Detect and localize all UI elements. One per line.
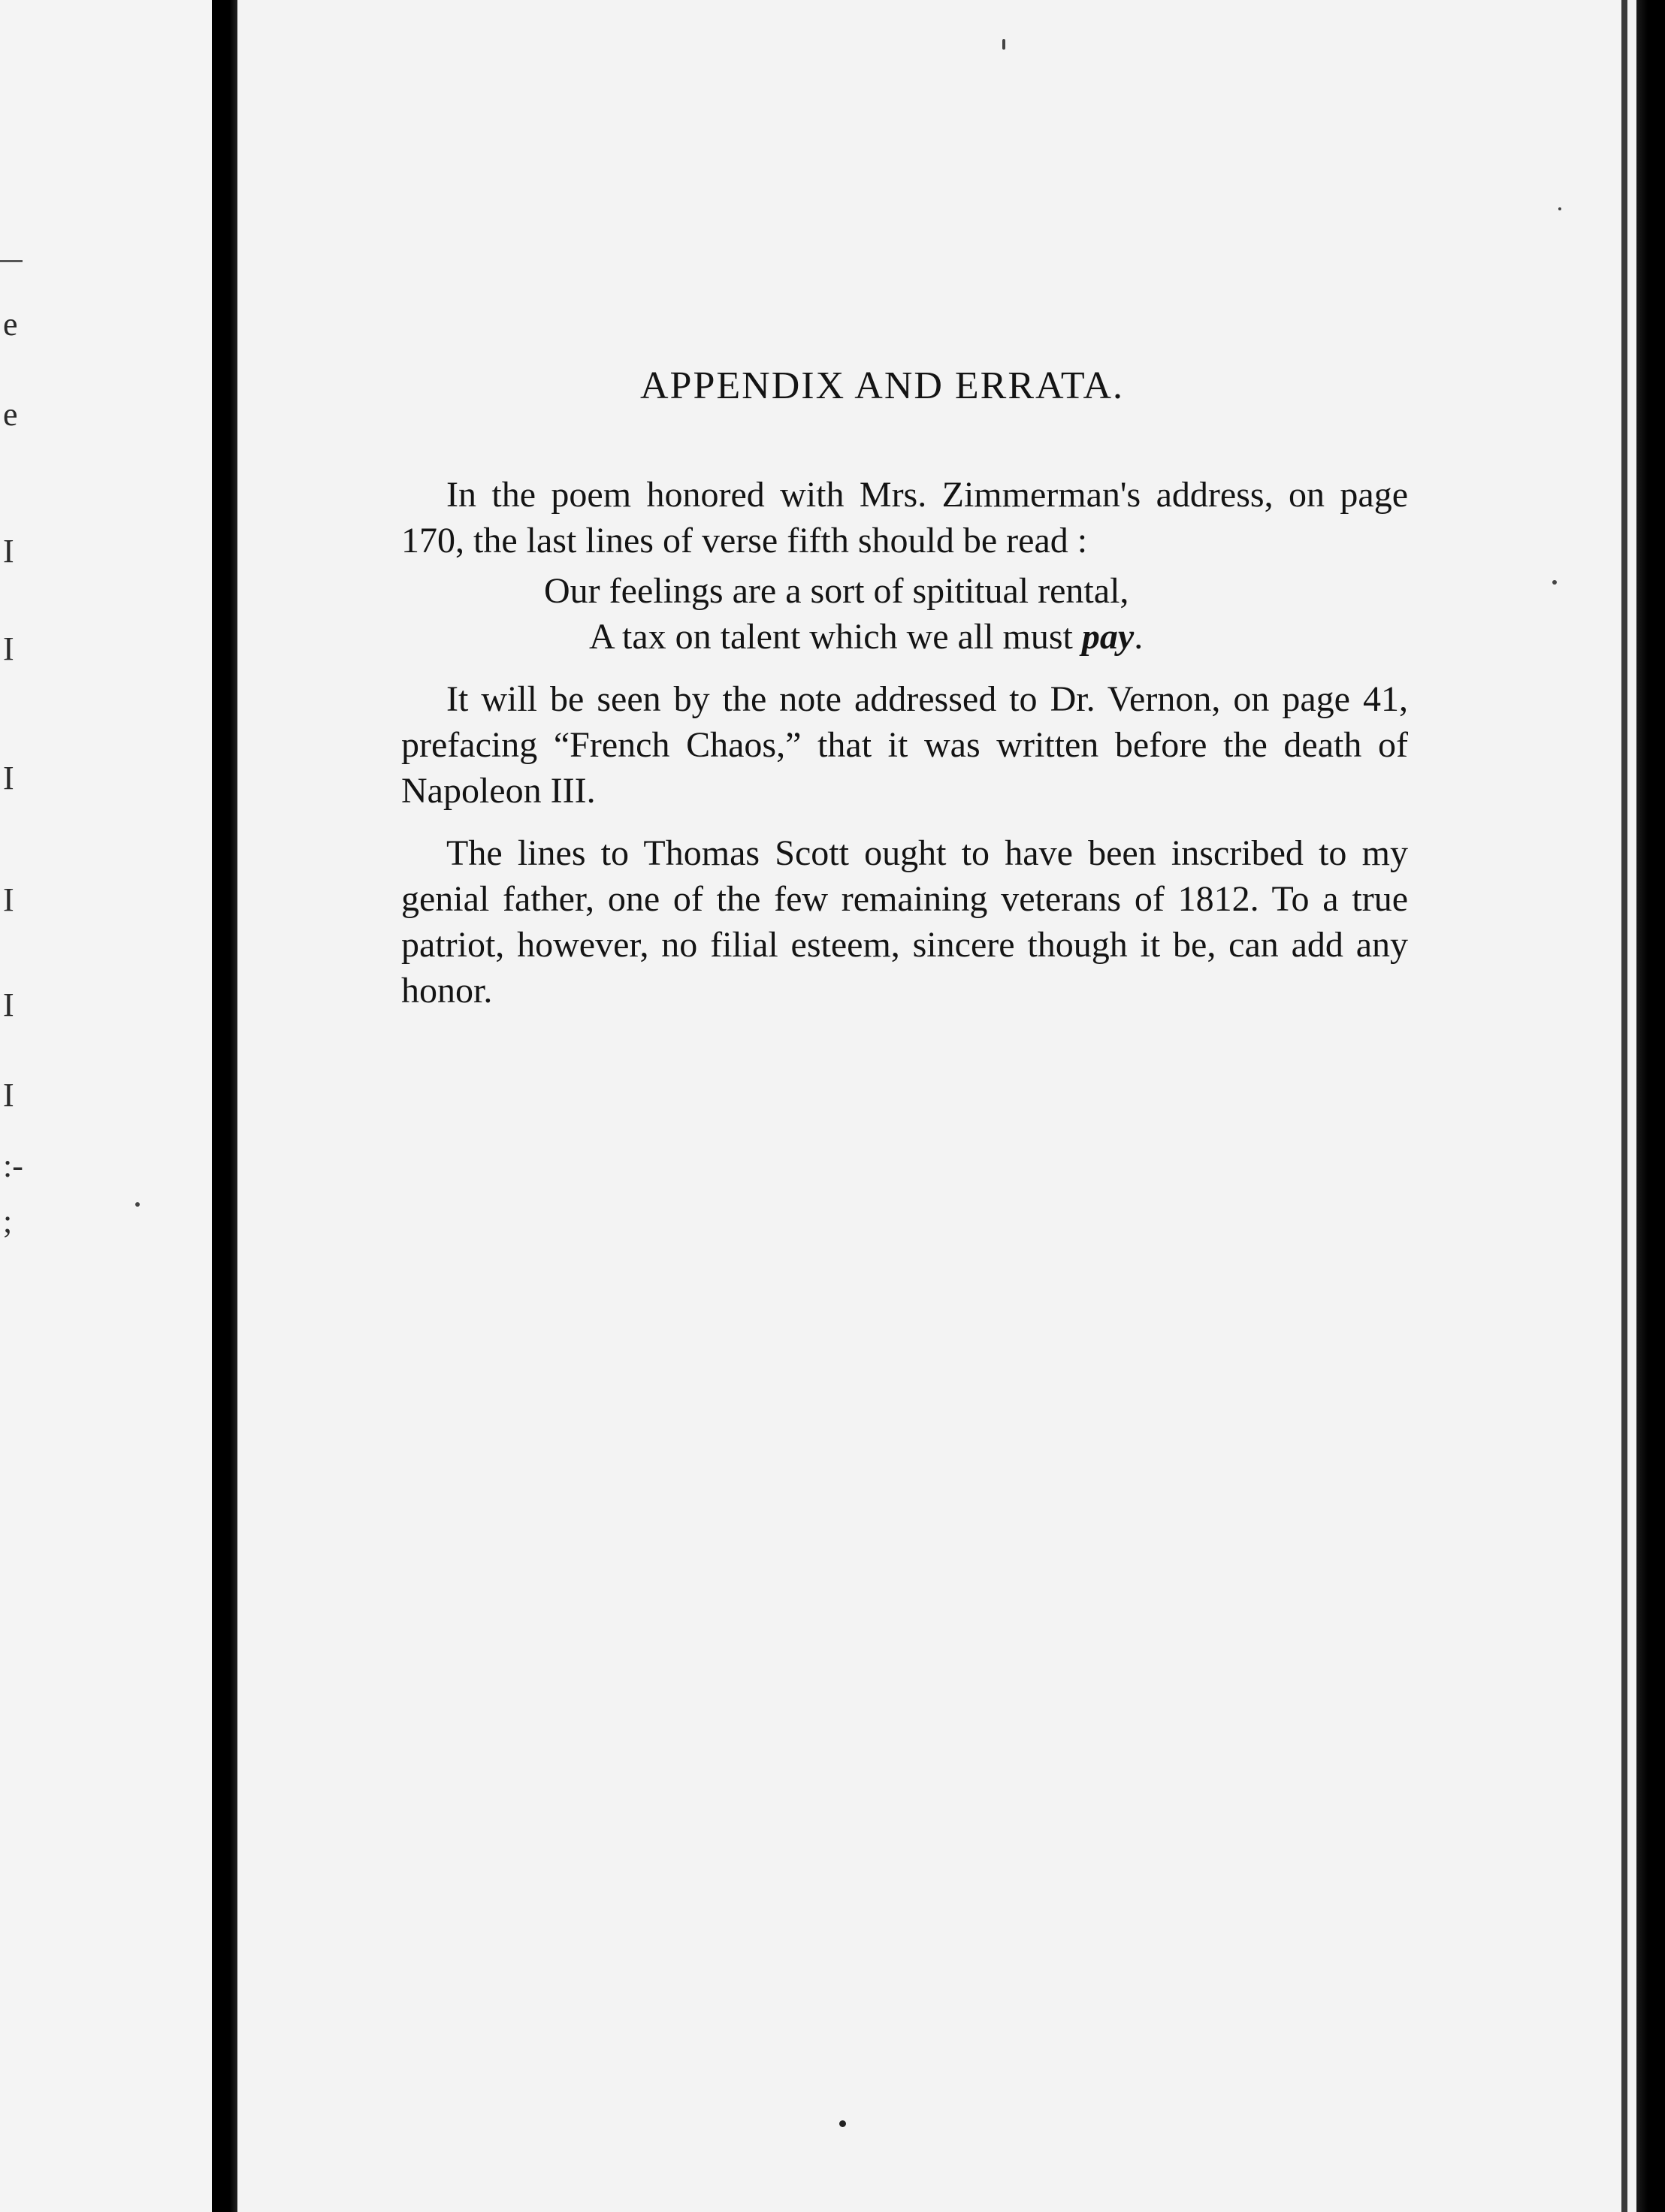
previous-page-edge (0, 0, 212, 2212)
previous-page-fragment: ; (3, 1203, 13, 1240)
ink-speck (1002, 39, 1005, 50)
margin-rule (0, 260, 23, 262)
errata-paragraph-scott: The lines to Thomas Scott ought to have been inscribed to my genial father, one of the few remaining veterans of 1812. To a true patriot, however, no filial esteem, sincere though it be, can add any honor. (401, 833, 1408, 1011)
errata-paragraph-vernon: It will be seen by the note addressed to Dr. Vernon, on page 41, prefacing “French Chaos,” that it was written before the death of Napoleon III. (401, 679, 1408, 811)
previous-page-fragment: I (3, 881, 14, 918)
previous-page-fragment: I (3, 1077, 14, 1114)
errata-body (401, 472, 1408, 1014)
corrected-verse (401, 568, 1408, 660)
verse-emphasis: pay (1081, 617, 1135, 657)
previous-page-fragment: :- (3, 1147, 23, 1184)
verse-line-1: Our feelings are a sort of spititual rental, (544, 571, 1129, 611)
verse-line-2 (401, 614, 1408, 660)
errata-paragraph-poem: In the poem honored with Mrs. Zimmerman's address, on page 170, the last lines of verse fifth should be read : (401, 475, 1408, 561)
previous-page-fragment: I (3, 760, 14, 796)
previous-page-fragment: I (3, 630, 14, 667)
previous-page-fragment: I (3, 987, 14, 1023)
page-edge-leaf (1627, 0, 1636, 2212)
book-gutter (212, 0, 237, 2212)
previous-page-fragment: e (3, 306, 18, 343)
book-page (237, 0, 1621, 2212)
ink-speck (1558, 207, 1561, 210)
ink-speck (1552, 580, 1557, 585)
previous-page-fragment: e (3, 396, 18, 433)
verse-line-2-end: . (1134, 617, 1144, 657)
folio-mark (839, 2120, 846, 2127)
page-edge-shadow (1621, 0, 1627, 2212)
ink-speck (135, 1202, 140, 1207)
book-cover-edge (1636, 0, 1665, 2212)
page-title: APPENDIX AND ERRATA. (640, 364, 1124, 407)
verse-line-2-text: A tax on talent which we all must (589, 617, 1082, 657)
previous-page-fragment: I (3, 533, 14, 570)
